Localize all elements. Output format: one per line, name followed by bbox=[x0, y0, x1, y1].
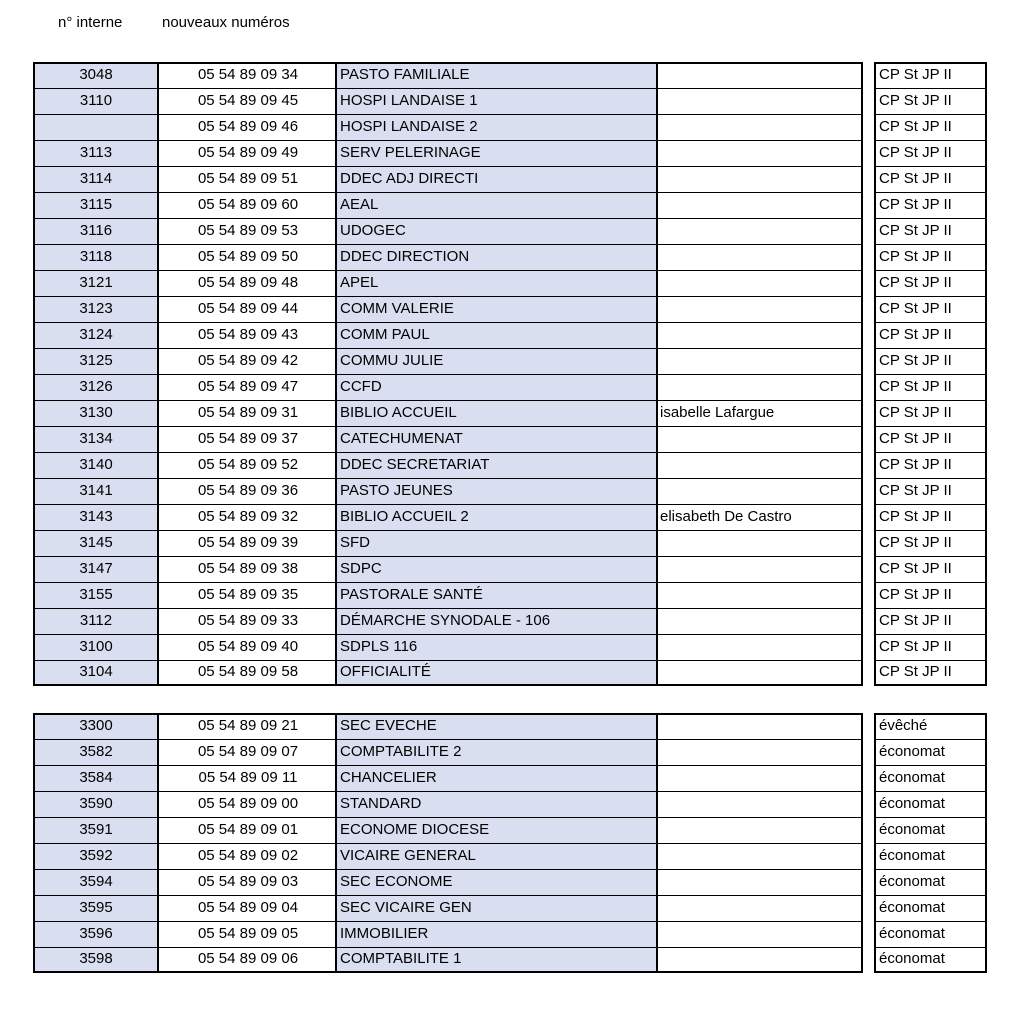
location-cell: CP St JP II bbox=[874, 426, 987, 452]
contact-note-cell bbox=[658, 921, 863, 947]
service-name-cell: SERV PELERINAGE bbox=[335, 140, 658, 166]
phone-number-cell: 05 54 89 09 21 bbox=[159, 713, 335, 739]
service-name-cell: COMMU JULIE bbox=[335, 348, 658, 374]
location-cell: CP St JP II bbox=[874, 270, 987, 296]
location-cell: CP St JP II bbox=[874, 478, 987, 504]
contact-note-cell bbox=[658, 348, 863, 374]
table-row bbox=[33, 348, 986, 374]
internal-number-cell: 3147 bbox=[33, 556, 159, 582]
phone-number-cell: 05 54 89 09 07 bbox=[159, 739, 335, 765]
service-name-cell: SEC ECONOME bbox=[335, 869, 658, 895]
table-row bbox=[33, 426, 986, 452]
table-row bbox=[33, 478, 986, 504]
phone-number-cell: 05 54 89 09 43 bbox=[159, 322, 335, 348]
service-name-cell: SDPLS 116 bbox=[335, 634, 658, 660]
location-cell: économat bbox=[874, 817, 987, 843]
location-cell: CP St JP II bbox=[874, 452, 987, 478]
location-cell: CP St JP II bbox=[874, 114, 987, 140]
service-name-cell: COMM PAUL bbox=[335, 322, 658, 348]
location-cell: CP St JP II bbox=[874, 166, 987, 192]
service-name-cell: COMM VALERIE bbox=[335, 296, 658, 322]
location-cell: économat bbox=[874, 843, 987, 869]
service-name-cell: UDOGEC bbox=[335, 218, 658, 244]
contact-note-cell bbox=[658, 296, 863, 322]
service-name-cell: PASTO FAMILIALE bbox=[335, 62, 658, 88]
internal-number-cell: 3112 bbox=[33, 608, 159, 634]
service-name-cell: VICAIRE GENERAL bbox=[335, 843, 658, 869]
phone-number-cell: 05 54 89 09 60 bbox=[159, 192, 335, 218]
internal-number-cell: 3143 bbox=[33, 504, 159, 530]
phone-number-cell: 05 54 89 09 46 bbox=[159, 114, 335, 140]
phone-number-cell: 05 54 89 09 52 bbox=[159, 452, 335, 478]
internal-number-cell: 3592 bbox=[33, 843, 159, 869]
location-cell: CP St JP II bbox=[874, 296, 987, 322]
service-name-cell: OFFICIALITÉ bbox=[335, 660, 658, 686]
location-cell: économat bbox=[874, 791, 987, 817]
phone-number-cell: 05 54 89 09 58 bbox=[159, 660, 335, 686]
table-row bbox=[33, 374, 986, 400]
location-cell: CP St JP II bbox=[874, 244, 987, 270]
contact-note-cell bbox=[658, 452, 863, 478]
contact-note-cell bbox=[658, 791, 863, 817]
location-cell: économat bbox=[874, 739, 987, 765]
contact-note-cell bbox=[658, 556, 863, 582]
internal-number-cell: 3591 bbox=[33, 817, 159, 843]
service-name-cell: BIBLIO ACCUEIL 2 bbox=[335, 504, 658, 530]
location-cell: économat bbox=[874, 921, 987, 947]
service-name-cell: DDEC DIRECTION bbox=[335, 244, 658, 270]
service-name-cell: AEAL bbox=[335, 192, 658, 218]
service-name-cell: DDEC SECRETARIAT bbox=[335, 452, 658, 478]
service-name-cell: PASTO JEUNES bbox=[335, 478, 658, 504]
contact-note-cell bbox=[658, 88, 863, 114]
service-name-cell: DDEC ADJ DIRECTI bbox=[335, 166, 658, 192]
internal-number-cell: 3140 bbox=[33, 452, 159, 478]
location-cell: CP St JP II bbox=[874, 504, 987, 530]
internal-number-cell: 3134 bbox=[33, 426, 159, 452]
internal-number-cell: 3048 bbox=[33, 62, 159, 88]
service-name-cell: COMPTABILITE 2 bbox=[335, 739, 658, 765]
phone-number-cell: 05 54 89 09 48 bbox=[159, 270, 335, 296]
table-row bbox=[33, 192, 986, 218]
phone-number-cell: 05 54 89 09 38 bbox=[159, 556, 335, 582]
contact-note-cell bbox=[658, 270, 863, 296]
table-row bbox=[33, 608, 986, 634]
service-name-cell: SDPC bbox=[335, 556, 658, 582]
location-cell: CP St JP II bbox=[874, 660, 987, 686]
location-cell: CP St JP II bbox=[874, 88, 987, 114]
contact-note-cell bbox=[658, 374, 863, 400]
location-cell: CP St JP II bbox=[874, 400, 987, 426]
internal-number-cell: 3300 bbox=[33, 713, 159, 739]
internal-number-cell: 3594 bbox=[33, 869, 159, 895]
location-cell: CP St JP II bbox=[874, 322, 987, 348]
table-row bbox=[33, 88, 986, 114]
contact-note-cell bbox=[658, 166, 863, 192]
phone-number-cell: 05 54 89 09 49 bbox=[159, 140, 335, 166]
contact-note-cell bbox=[658, 218, 863, 244]
phone-number-cell: 05 54 89 09 33 bbox=[159, 608, 335, 634]
internal-number-cell: 3121 bbox=[33, 270, 159, 296]
phone-number-cell: 05 54 89 09 04 bbox=[159, 895, 335, 921]
phone-number-cell: 05 54 89 09 06 bbox=[159, 947, 335, 973]
table-row bbox=[33, 556, 986, 582]
phone-number-cell: 05 54 89 09 50 bbox=[159, 244, 335, 270]
table-row bbox=[33, 765, 986, 791]
phone-number-cell: 05 54 89 09 37 bbox=[159, 426, 335, 452]
location-cell: économat bbox=[874, 947, 987, 973]
table-row bbox=[33, 218, 986, 244]
internal-number-cell: 3584 bbox=[33, 765, 159, 791]
service-name-cell: SEC EVECHE bbox=[335, 713, 658, 739]
service-name-cell: HOSPI LANDAISE 2 bbox=[335, 114, 658, 140]
contact-note-cell bbox=[658, 947, 863, 973]
contact-note-cell bbox=[658, 869, 863, 895]
internal-number-cell: 3116 bbox=[33, 218, 159, 244]
service-name-cell: ECONOME DIOCESE bbox=[335, 817, 658, 843]
contact-note-cell bbox=[658, 244, 863, 270]
internal-number-cell: 3125 bbox=[33, 348, 159, 374]
table-row bbox=[33, 582, 986, 608]
internal-number-cell: 3118 bbox=[33, 244, 159, 270]
internal-number-cell: 3124 bbox=[33, 322, 159, 348]
location-cell: évêché bbox=[874, 713, 987, 739]
service-name-cell: SEC VICAIRE GEN bbox=[335, 895, 658, 921]
location-cell: CP St JP II bbox=[874, 556, 987, 582]
contact-note-cell bbox=[658, 634, 863, 660]
phone-number-cell: 05 54 89 09 51 bbox=[159, 166, 335, 192]
location-cell: économat bbox=[874, 869, 987, 895]
service-name-cell: STANDARD bbox=[335, 791, 658, 817]
table-row bbox=[33, 713, 986, 739]
service-name-cell: APEL bbox=[335, 270, 658, 296]
service-name-cell: CATECHUMENAT bbox=[335, 426, 658, 452]
location-cell: économat bbox=[874, 895, 987, 921]
location-cell: CP St JP II bbox=[874, 140, 987, 166]
contact-note-cell bbox=[658, 817, 863, 843]
phone-number-cell: 05 54 89 09 53 bbox=[159, 218, 335, 244]
phone-table-eveche-economat bbox=[33, 713, 986, 973]
phone-number-cell: 05 54 89 09 36 bbox=[159, 478, 335, 504]
table-row bbox=[33, 947, 986, 973]
table-row bbox=[33, 504, 986, 530]
phone-number-cell: 05 54 89 09 39 bbox=[159, 530, 335, 556]
phone-number-cell: 05 54 89 09 03 bbox=[159, 869, 335, 895]
phone-number-cell: 05 54 89 09 47 bbox=[159, 374, 335, 400]
internal-number-cell: 3590 bbox=[33, 791, 159, 817]
table-row bbox=[33, 452, 986, 478]
contact-note-cell bbox=[658, 192, 863, 218]
contact-note-cell bbox=[658, 713, 863, 739]
table-row bbox=[33, 739, 986, 765]
service-name-cell: HOSPI LANDAISE 1 bbox=[335, 88, 658, 114]
internal-number-cell: 3595 bbox=[33, 895, 159, 921]
contact-note-cell bbox=[658, 843, 863, 869]
location-cell: CP St JP II bbox=[874, 582, 987, 608]
contact-note-cell bbox=[658, 114, 863, 140]
table-row bbox=[33, 895, 986, 921]
service-name-cell: SFD bbox=[335, 530, 658, 556]
internal-number-cell: 3126 bbox=[33, 374, 159, 400]
phone-number-cell: 05 54 89 09 34 bbox=[159, 62, 335, 88]
location-cell: CP St JP II bbox=[874, 348, 987, 374]
contact-note-cell bbox=[658, 660, 863, 686]
internal-number-cell bbox=[33, 114, 159, 140]
header-internal-number: n° interne bbox=[58, 14, 123, 31]
phone-number-cell: 05 54 89 09 01 bbox=[159, 817, 335, 843]
location-cell: CP St JP II bbox=[874, 530, 987, 556]
internal-number-cell: 3104 bbox=[33, 660, 159, 686]
table-row bbox=[33, 114, 986, 140]
internal-number-cell: 3110 bbox=[33, 88, 159, 114]
phone-number-cell: 05 54 89 09 11 bbox=[159, 765, 335, 791]
table-row bbox=[33, 869, 986, 895]
internal-number-cell: 3114 bbox=[33, 166, 159, 192]
service-name-cell: DÉMARCHE SYNODALE - 106 bbox=[335, 608, 658, 634]
contact-note-cell: elisabeth De Castro bbox=[658, 504, 863, 530]
location-cell: CP St JP II bbox=[874, 634, 987, 660]
header-new-numbers: nouveaux numéros bbox=[162, 14, 290, 31]
contact-note-cell bbox=[658, 739, 863, 765]
location-cell: CP St JP II bbox=[874, 374, 987, 400]
phone-number-cell: 05 54 89 09 35 bbox=[159, 582, 335, 608]
location-cell: CP St JP II bbox=[874, 218, 987, 244]
service-name-cell: COMPTABILITE 1 bbox=[335, 947, 658, 973]
phone-number-cell: 05 54 89 09 32 bbox=[159, 504, 335, 530]
contact-note-cell bbox=[658, 322, 863, 348]
contact-note-cell bbox=[658, 608, 863, 634]
service-name-cell: BIBLIO ACCUEIL bbox=[335, 400, 658, 426]
internal-number-cell: 3100 bbox=[33, 634, 159, 660]
phone-number-cell: 05 54 89 09 42 bbox=[159, 348, 335, 374]
table-row bbox=[33, 634, 986, 660]
contact-note-cell bbox=[658, 426, 863, 452]
internal-number-cell: 3113 bbox=[33, 140, 159, 166]
table-row bbox=[33, 270, 986, 296]
table-row bbox=[33, 62, 986, 88]
phone-table-cp-st-jp-ii bbox=[33, 62, 986, 686]
phone-number-cell: 05 54 89 09 05 bbox=[159, 921, 335, 947]
internal-number-cell: 3130 bbox=[33, 400, 159, 426]
phone-number-cell: 05 54 89 09 31 bbox=[159, 400, 335, 426]
table-row bbox=[33, 400, 986, 426]
internal-number-cell: 3145 bbox=[33, 530, 159, 556]
contact-note-cell bbox=[658, 765, 863, 791]
contact-note-cell bbox=[658, 478, 863, 504]
table-row bbox=[33, 296, 986, 322]
table-row bbox=[33, 817, 986, 843]
location-cell: CP St JP II bbox=[874, 608, 987, 634]
location-cell: CP St JP II bbox=[874, 192, 987, 218]
phone-number-cell: 05 54 89 09 45 bbox=[159, 88, 335, 114]
phone-number-cell: 05 54 89 09 00 bbox=[159, 791, 335, 817]
contact-note-cell bbox=[658, 140, 863, 166]
internal-number-cell: 3582 bbox=[33, 739, 159, 765]
table-row bbox=[33, 244, 986, 270]
table-row bbox=[33, 166, 986, 192]
phone-number-cell: 05 54 89 09 02 bbox=[159, 843, 335, 869]
table-row bbox=[33, 921, 986, 947]
table-row bbox=[33, 843, 986, 869]
table-row bbox=[33, 660, 986, 686]
contact-note-cell bbox=[658, 582, 863, 608]
phone-number-cell: 05 54 89 09 44 bbox=[159, 296, 335, 322]
table-row bbox=[33, 530, 986, 556]
location-cell: économat bbox=[874, 765, 987, 791]
location-cell: CP St JP II bbox=[874, 62, 987, 88]
contact-note-cell: isabelle Lafargue bbox=[658, 400, 863, 426]
phone-number-cell: 05 54 89 09 40 bbox=[159, 634, 335, 660]
table-row bbox=[33, 791, 986, 817]
service-name-cell: IMMOBILIER bbox=[335, 921, 658, 947]
table-row bbox=[33, 140, 986, 166]
internal-number-cell: 3123 bbox=[33, 296, 159, 322]
internal-number-cell: 3598 bbox=[33, 947, 159, 973]
contact-note-cell bbox=[658, 62, 863, 88]
contact-note-cell bbox=[658, 895, 863, 921]
internal-number-cell: 3155 bbox=[33, 582, 159, 608]
contact-note-cell bbox=[658, 530, 863, 556]
service-name-cell: CHANCELIER bbox=[335, 765, 658, 791]
internal-number-cell: 3141 bbox=[33, 478, 159, 504]
internal-number-cell: 3115 bbox=[33, 192, 159, 218]
service-name-cell: PASTORALE SANTÉ bbox=[335, 582, 658, 608]
table-row bbox=[33, 322, 986, 348]
service-name-cell: CCFD bbox=[335, 374, 658, 400]
internal-number-cell: 3596 bbox=[33, 921, 159, 947]
